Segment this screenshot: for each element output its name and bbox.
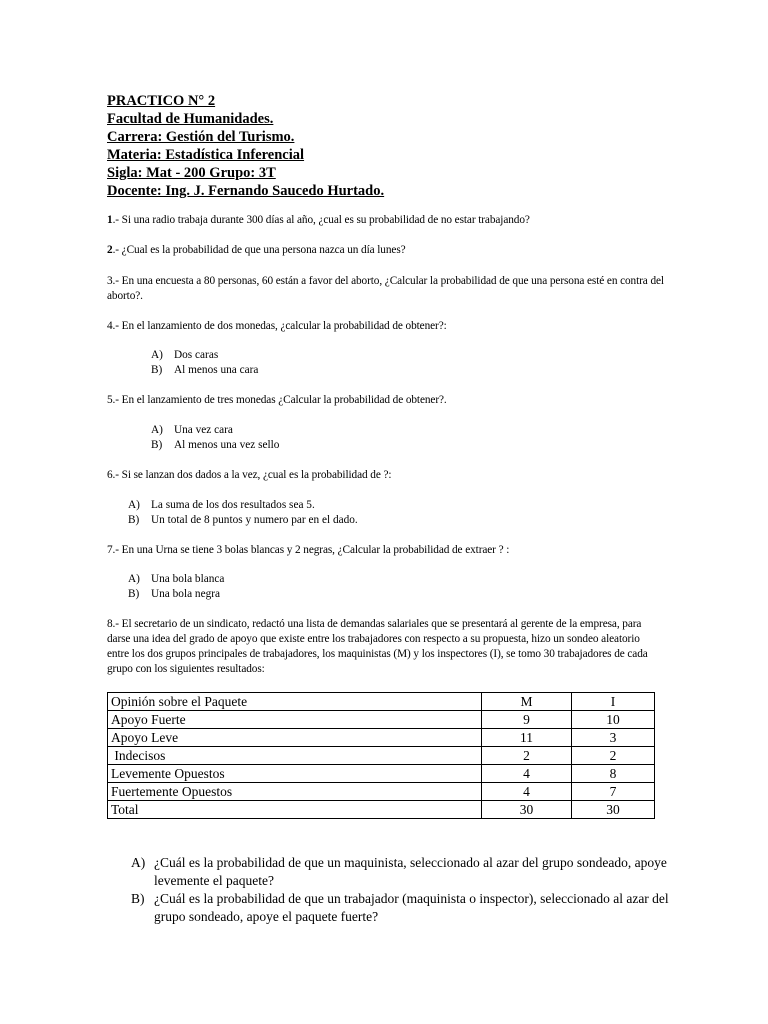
question-6: 6.- Si se lanzan dos dados a la vez, ¿cual es la probabilidad de ?: <box>107 469 392 481</box>
table-row <box>108 729 655 747</box>
table-cell: Total <box>108 801 482 819</box>
table-cell: 2 <box>572 747 655 765</box>
question-5-options <box>151 423 671 453</box>
document-header <box>107 92 667 200</box>
question-2 <box>107 243 667 258</box>
option-text: La suma de los dos resultados sea 5. <box>151 499 315 511</box>
table-row <box>108 747 655 765</box>
question-5: 5.- En el lanzamiento de tres monedas ¿Calcular la probabilidad de obtener?. <box>107 394 447 406</box>
option-text: Un total de 8 puntos y numero par en el dado. <box>151 514 358 526</box>
option-letter: B) <box>128 588 140 600</box>
subject-line: Materia: Estadística Inferencial <box>107 147 305 163</box>
question-1 <box>107 213 667 228</box>
option-letter: B) <box>128 514 140 526</box>
table-cell: Levemente Opuestos <box>108 765 482 783</box>
teacher-line: Docente: Ing. J. Fernando Saucedo Hurtado. <box>107 183 385 199</box>
table-cell: Indecisos <box>108 747 482 765</box>
final-question-letter: A) <box>131 855 146 870</box>
table-cell: 11 <box>482 729 572 747</box>
table-cell: 8 <box>572 765 655 783</box>
table-header-cell: Opinión sobre el Paquete <box>108 693 482 711</box>
option-text: Al menos una cara <box>174 364 259 376</box>
final-question-text: ¿Cuál es la probabilidad de que un trabajador (maquinista o inspector), seleccionado al azar del grupo sondeado, apoye el paquete fuerte? <box>154 891 669 924</box>
option-text: Una bola negra <box>151 588 221 600</box>
table-cell: 30 <box>482 801 572 819</box>
final-question-item <box>131 890 671 926</box>
final-question-text: ¿Cuál es la probabilidad de que un maquinista, seleccionado al azar del grupo sondeado, apoye levemente el paquete? <box>154 855 667 888</box>
option-text: Una vez cara <box>174 424 233 436</box>
question-7: 7.- En una Urna se tiene 3 bolas blancas y 2 negras, ¿Calcular la probabilidad de extraer ? : <box>107 544 510 556</box>
table-row <box>108 765 655 783</box>
table-cell: 30 <box>572 801 655 819</box>
table-header-cell: M <box>482 693 572 711</box>
code-line: Sigla: Mat - 200 Grupo: 3T <box>107 165 276 181</box>
table-cell: Fuertemente Opuestos <box>108 783 482 801</box>
table-header-cell: I <box>572 693 655 711</box>
option-text: Una bola blanca <box>151 573 225 585</box>
option-item <box>151 423 671 438</box>
faculty-line: Facultad de Humanidades. <box>107 111 274 127</box>
option-letter: B) <box>151 364 163 376</box>
final-question-item <box>131 854 671 890</box>
question-4-options <box>151 348 671 378</box>
option-letter: A) <box>151 424 163 436</box>
final-questions <box>131 854 671 926</box>
option-item <box>128 498 648 513</box>
table-cell: 2 <box>482 747 572 765</box>
question-1-text: .- Si una radio trabaja durante 300 días al año, ¿cual es su probabilidad de no estar trabajando? <box>112 214 530 226</box>
table-row <box>108 783 655 801</box>
option-letter: B) <box>151 439 163 451</box>
table-cell: 10 <box>572 711 655 729</box>
option-text: Dos caras <box>174 349 219 361</box>
question-7-options <box>128 572 648 602</box>
option-item <box>151 348 671 363</box>
table-cell: 9 <box>482 711 572 729</box>
question-2-number: 2 <box>107 244 113 256</box>
option-item <box>128 513 648 528</box>
question-8: 8.- El secretario de un sindicato, redactó una lista de demandas salariales que se presentará al gerente de la empresa, para darse una idea del grado de apoyo que existe entre los trabajadores con respecto a su propuesta, hizo un sondeo aleatorio entre los dos grupos principales de trabajadores, los maquinistas (M) y los inspectores (I), se tomo 30 trabajadores de cada grupo con los siguientes resultados: <box>107 618 648 675</box>
question-3: 3.- En una encuesta a 80 personas, 60 están a favor del aborto, ¿Calcular la probabilidad de que una persona esté en contra del aborto?. <box>107 275 664 302</box>
table-header-row <box>108 693 655 711</box>
question-4: 4.- En el lanzamiento de dos monedas, ¿calcular la probabilidad de obtener?: <box>107 320 447 332</box>
table-row <box>108 801 655 819</box>
table-cell: 4 <box>482 765 572 783</box>
table-cell: 7 <box>572 783 655 801</box>
table-cell: 4 <box>482 783 572 801</box>
practice-title: PRACTICO N° 2 <box>107 93 216 109</box>
results-table <box>107 692 655 819</box>
table-cell: Apoyo Leve <box>108 729 482 747</box>
option-item <box>128 587 648 602</box>
option-item <box>151 438 671 453</box>
table-cell: 3 <box>572 729 655 747</box>
option-letter: A) <box>151 349 163 361</box>
final-question-letter: B) <box>131 891 145 906</box>
option-item <box>128 572 648 587</box>
table-row <box>108 711 655 729</box>
option-letter: A) <box>128 499 140 511</box>
question-1-number: 1 <box>107 214 113 226</box>
option-letter: A) <box>128 573 140 585</box>
career-line: Carrera: Gestión del Turismo. <box>107 129 295 145</box>
option-item <box>151 363 671 378</box>
table-cell: Apoyo Fuerte <box>108 711 482 729</box>
question-6-options <box>128 498 648 528</box>
question-2-text: .- ¿Cual es la probabilidad de que una persona nazca un día lunes? <box>112 244 406 256</box>
option-text: Al menos una vez sello <box>174 439 280 451</box>
